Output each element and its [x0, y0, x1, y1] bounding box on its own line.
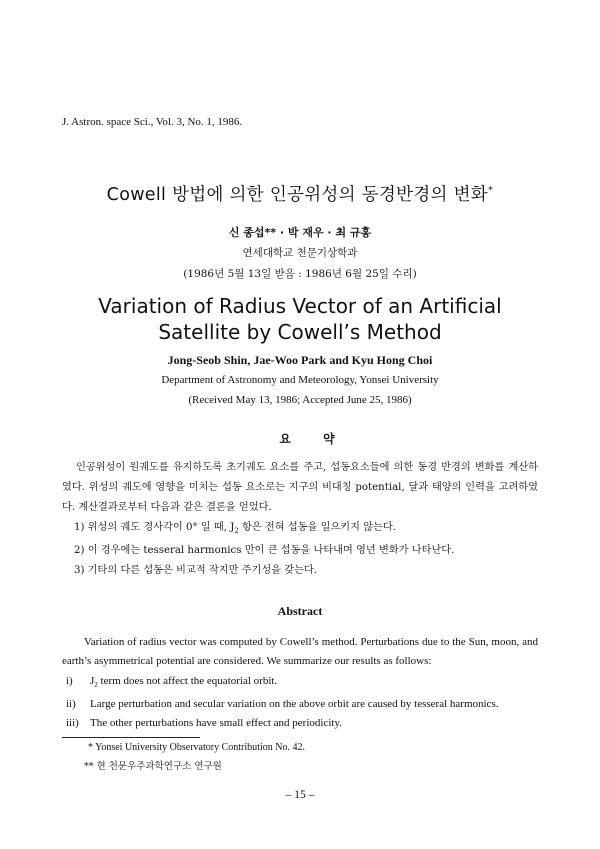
footnote-2: ** 현 천문우주과학연구소 연구원 [84, 761, 222, 772]
korean-abstract-paragraph: 인공위성이 원궤도를 유지하도록 초기궤도 요소를 주고, 섭동요소들에 의한 동경 반경의 변화를 계산하였다. 위성의 궤도에 영향을 미치는 섭동 요소로는 지구의 비대칭 potential, 달과 태양의 인력을 고려하였다. 계산결과로부터 다음과 같은 결론을 얻었다. [62, 462, 538, 513]
page-number: – 15 – [285, 789, 315, 801]
english-abstract-list [66, 672, 498, 733]
korean-list-item-1: 1) 위성의 궤도 경사각이 0° 일 때, $J_2$ 항은 전혀 섭동을 일으키지 않는다. [74, 522, 396, 536]
korean-title-text: Cowell 방법에 의한 인공위성의 동경반경의 변화 [106, 185, 488, 205]
korean-list-item-2: 2) 이 경우에는 tesseral harmonics 만이 큰 섭동을 나타내며 영년 변화가 나타난다. [74, 545, 455, 557]
footnote-1: * Yonsei University Observatory Contribution No. 42. [88, 742, 305, 753]
korean-abstract-body [62, 458, 538, 518]
english-title-line-2: Satellite by Cowell’s Method [158, 320, 442, 344]
korean-received-dates: (1986년 5월 13일 받음 : 1986년 6월 25일 수리) [183, 268, 417, 280]
korean-abstract-list [74, 518, 454, 581]
english-department: Department of Astronomy and Meteorology, Yonsei University [161, 374, 439, 386]
english-list-item-3: iii) The other perturbations have small effect and periodicity. [66, 717, 342, 730]
english-abstract-heading: Abstract [277, 604, 323, 618]
title-footnote-mark: * [488, 185, 494, 197]
english-authors: Jong-Seob Shin, Jae-Woo Park and Kyu Hong Choi [167, 353, 433, 367]
korean-list-item-3: 3) 기타의 다른 섭동은 비교적 작지만 주기성을 갖는다. [74, 565, 318, 577]
korean-affiliation: 연세대학교 천문기상학과 [242, 247, 358, 259]
korean-title [0, 181, 600, 206]
korean-authors: 신 종섭** · 박 재우 · 최 규홍 [228, 226, 372, 239]
english-abstract-body [62, 633, 538, 671]
english-title-line-1: Variation of Radius Vector of an Artificial [98, 294, 502, 318]
footnote-divider [62, 737, 200, 738]
english-abstract-paragraph: Variation of radius vector was computed by Cowell’s method. Perturbations due to the Sun, moon, and earth’s asymmetrical potential are considered. We summarize our results as follows: [62, 636, 538, 667]
english-list-item-2: ii) Large perturbation and secular variation on the above orbit are caused by tesseral harmonics. [66, 698, 499, 711]
korean-abstract-heading: 요 약 [279, 432, 349, 446]
journal-reference: J. Astron. space Sci., Vol. 3, No. 1, 1986. [62, 116, 243, 128]
english-list-item-1: i) $J_2$ term does not affect the equatorial orbit. [66, 675, 278, 690]
english-received-dates: (Received May 13, 1986; Accepted June 25, 1986) [188, 394, 412, 406]
